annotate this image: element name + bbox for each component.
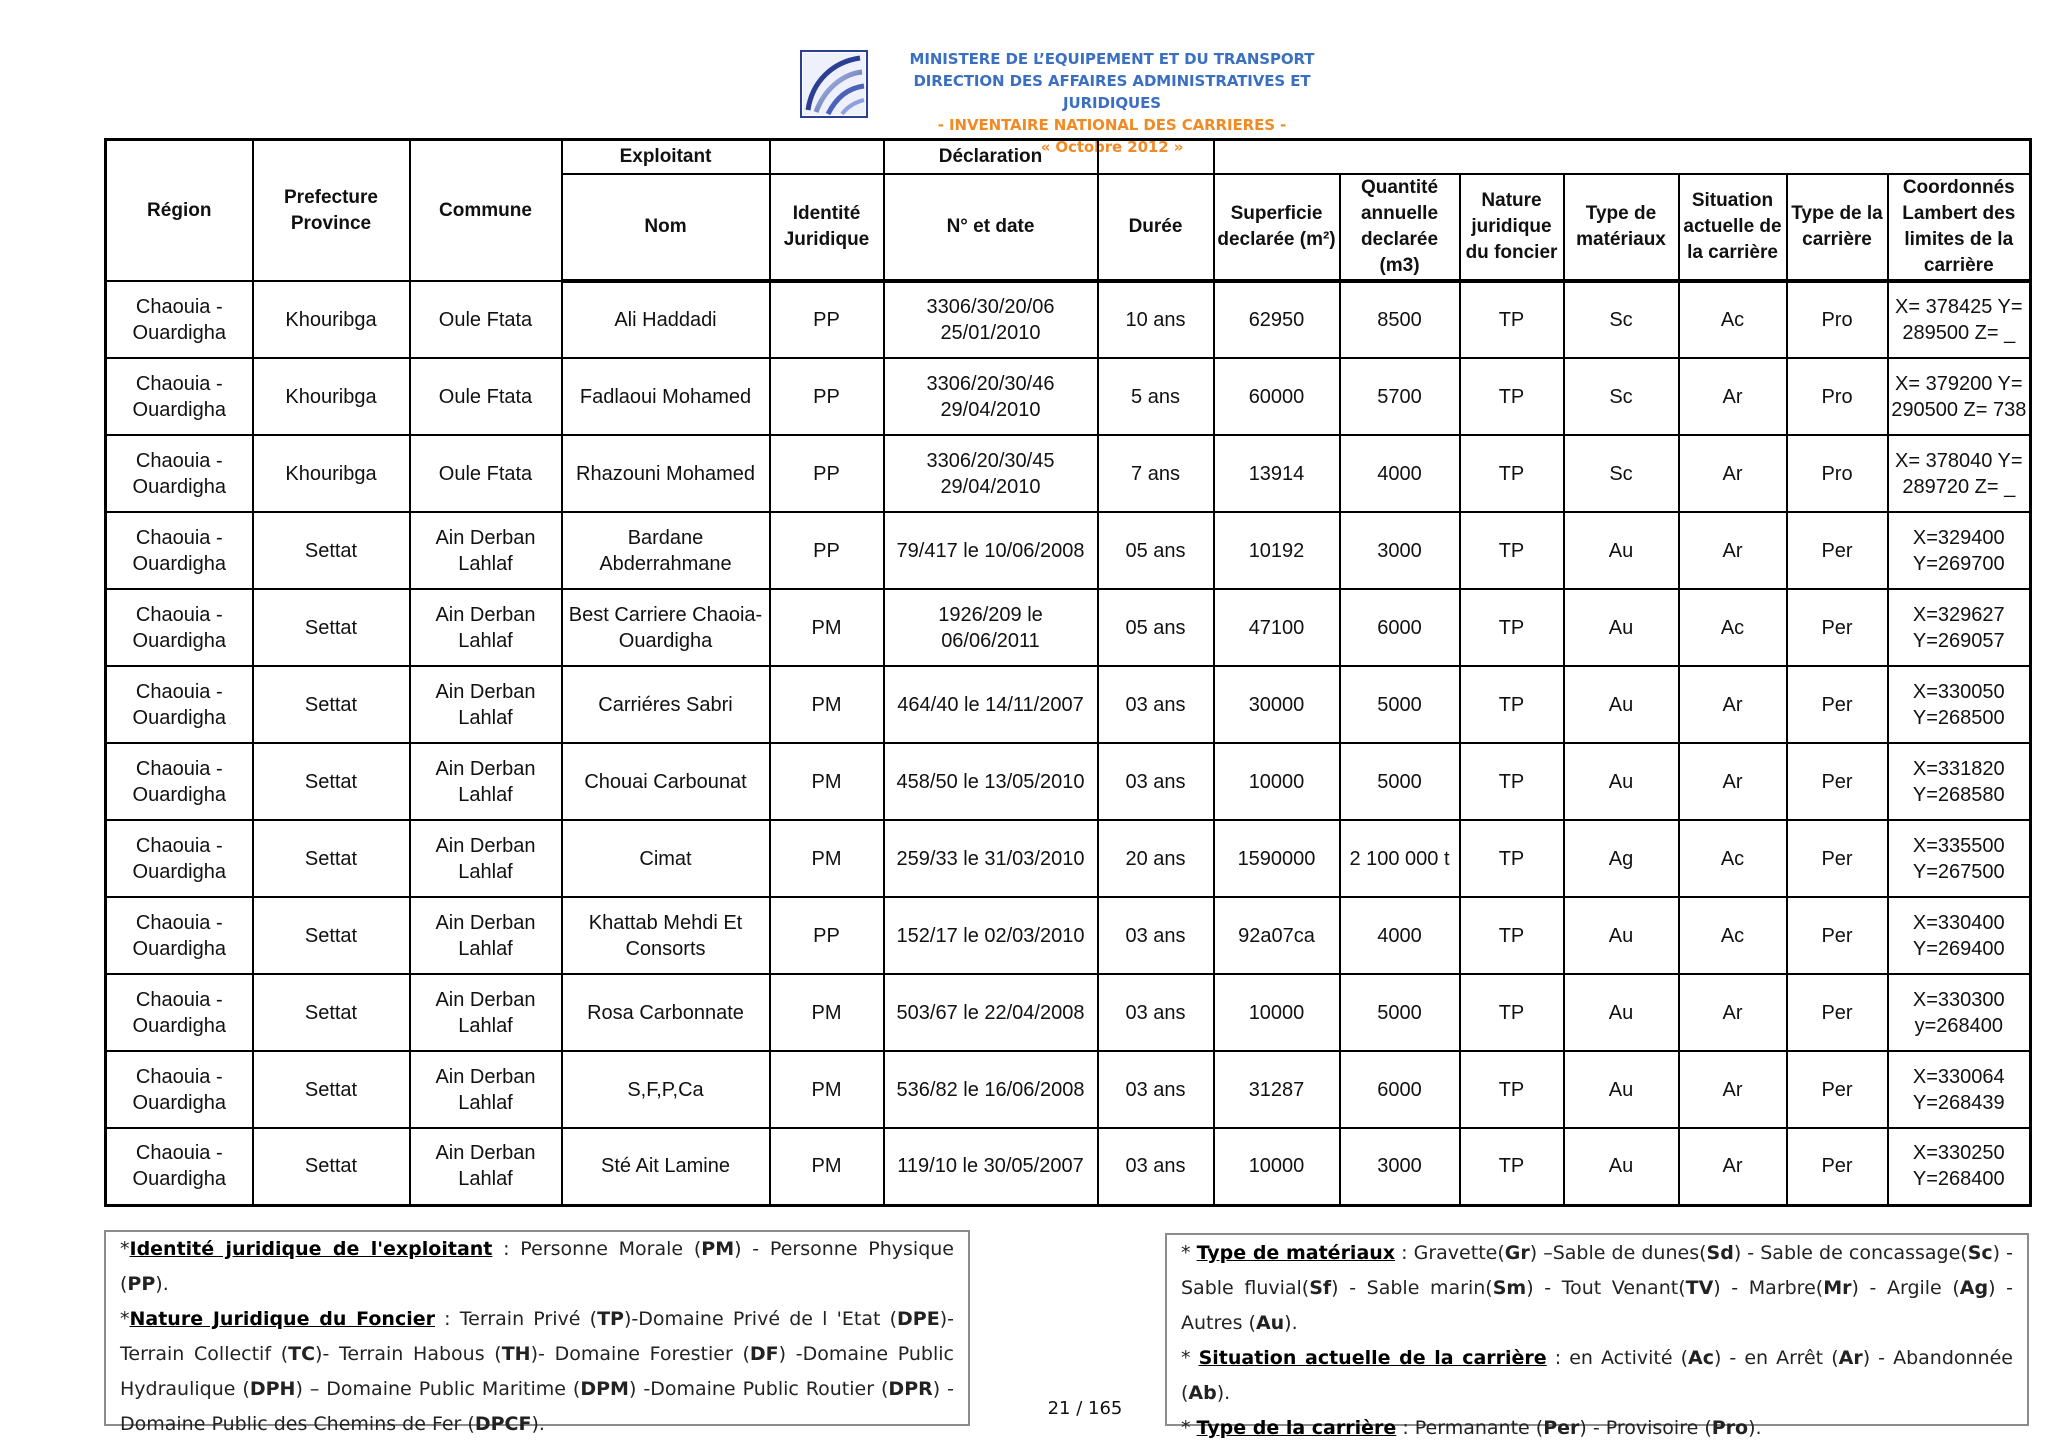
cell-duree: 10 ans <box>1098 281 1214 358</box>
cell-coord: X= 378425 Y= 289500 Z= _ <box>1888 281 2031 358</box>
cell-numero: 259/33 le 31/03/2010 <box>884 820 1098 897</box>
cell-coord: X=329400 Y=269700 <box>1888 512 2031 589</box>
cell-duree: 05 ans <box>1098 589 1214 666</box>
legend-code: TC <box>288 1343 316 1365</box>
cell-type: Per <box>1787 512 1888 589</box>
cell-coord: X= 378040 Y= 289720 Z= _ <box>1888 435 2031 512</box>
cell-quantite: 4000 <box>1340 435 1460 512</box>
legend-code: DPR <box>888 1378 933 1400</box>
table-row <box>106 281 2031 358</box>
legend-code: Sc <box>1967 1242 1993 1264</box>
cell-quantite: 2 100 000 t <box>1340 820 1460 897</box>
cell-duree: 5 ans <box>1098 358 1214 435</box>
date-title: « Octobre 2012 » <box>1040 138 1184 156</box>
cell-nature: TP <box>1460 897 1564 974</box>
cell-materiaux: Au <box>1564 1051 1679 1128</box>
legend-code: Gr <box>1504 1242 1530 1264</box>
col-header-duree: Durée <box>1098 174 1214 281</box>
legend-code: Sf <box>1309 1277 1332 1299</box>
legend-code: DPH <box>249 1378 296 1400</box>
legend-code: Ag <box>1959 1277 1989 1299</box>
cell-materiaux: Au <box>1564 589 1679 666</box>
legend-text: )- Terrain Collectif ( <box>120 1308 954 1365</box>
cell-duree: 7 ans <box>1098 435 1214 512</box>
cell-duree: 03 ans <box>1098 1051 1214 1128</box>
legend-code: Au <box>1255 1312 1285 1334</box>
page-number: 21 / 165 <box>1047 1398 1123 1419</box>
cell-region: Chaouia - Ouardigha <box>106 358 253 435</box>
legend-text: : Gravette( <box>1395 1242 1505 1264</box>
legend-text: : Personne Morale ( <box>492 1238 702 1260</box>
cell-duree: 03 ans <box>1098 743 1214 820</box>
cell-quantite: 3000 <box>1340 1128 1460 1205</box>
cell-numero: 3306/20/30/46 29/04/2010 <box>884 358 1098 435</box>
legend-right-paragraph <box>1181 1236 2013 1341</box>
legend-key: Nature Juridique du Foncier <box>129 1308 435 1330</box>
cell-prefecture: Settat <box>253 666 410 743</box>
legend-text: ) -Domaine Public Hydraulique ( <box>120 1343 954 1400</box>
cell-quantite: 5000 <box>1340 743 1460 820</box>
col-header-superficie: Superficie declarée (m²) <box>1214 174 1340 281</box>
legend-text: * <box>120 1238 130 1260</box>
legend-text: * <box>1181 1242 1197 1264</box>
cell-commune: Oule Ftata <box>410 358 562 435</box>
legend-code: TP <box>597 1308 624 1330</box>
cell-numero: 536/82 le 16/06/2008 <box>884 1051 1098 1128</box>
cell-nature: TP <box>1460 435 1564 512</box>
ministry-logo <box>800 50 868 118</box>
cell-type: Per <box>1787 1128 1888 1205</box>
cell-type: Pro <box>1787 435 1888 512</box>
cell-identite: PP <box>770 435 884 512</box>
cell-quantite: 5000 <box>1340 974 1460 1051</box>
col-header-coord: Coordonnés Lambert des limites de la carrière <box>1888 174 2031 281</box>
cell-type: Pro <box>1787 281 1888 358</box>
table-row <box>106 435 2031 512</box>
direction-title: DIRECTION DES AFFAIRES ADMINISTRATIVES ET JURIDIQUES <box>913 72 1311 112</box>
cell-materiaux: Ag <box>1564 820 1679 897</box>
legend-text: ). <box>1748 1417 1762 1439</box>
cell-identite: PM <box>770 589 884 666</box>
cell-materiaux: Au <box>1564 743 1679 820</box>
cell-quantite: 5000 <box>1340 666 1460 743</box>
legend-code: DPE <box>897 1308 940 1330</box>
legend-code: Pro <box>1711 1417 1749 1439</box>
legend-box-juridique <box>104 1230 970 1435</box>
cell-nature: TP <box>1460 589 1564 666</box>
legend-code: DPM <box>580 1378 629 1400</box>
cell-situation: Ar <box>1679 1128 1787 1205</box>
legend-text: ) - Domaine Public des Chemins de Fer ( <box>120 1378 954 1435</box>
cell-superficie: 1590000 <box>1214 820 1340 897</box>
legend-code: Ar <box>1838 1347 1863 1369</box>
cell-region: Chaouia - Ouardigha <box>106 512 253 589</box>
cell-nature: TP <box>1460 281 1564 358</box>
cell-situation: Ac <box>1679 820 1787 897</box>
cell-superficie: 10192 <box>1214 512 1340 589</box>
legend-text: ) - Autres ( <box>1181 1277 2013 1334</box>
legend-key: Type de la carrière <box>1196 1417 1397 1439</box>
legend-text: )- Terrain Habous ( <box>315 1343 502 1365</box>
cell-coord: X=330250 Y=268400 <box>1888 1128 2031 1205</box>
cell-materiaux: Au <box>1564 974 1679 1051</box>
cell-type: Per <box>1787 1051 1888 1128</box>
legend-text: ). <box>1216 1382 1231 1404</box>
cell-numero: 1926/209 le 06/06/2011 <box>884 589 1098 666</box>
cell-region: Chaouia - Ouardigha <box>106 1051 253 1128</box>
cell-duree: 03 ans <box>1098 666 1214 743</box>
col-header-nom: Nom <box>562 174 770 281</box>
cell-quantite: 6000 <box>1340 589 1460 666</box>
col-header-nature: Nature juridique du foncier <box>1460 174 1564 281</box>
cell-superficie: 47100 <box>1214 589 1340 666</box>
cell-prefecture: Settat <box>253 897 410 974</box>
cell-commune: Ain Derban Lahlaf <box>410 589 562 666</box>
cell-region: Chaouia - Ouardigha <box>106 1128 253 1205</box>
cell-nature: TP <box>1460 1051 1564 1128</box>
cell-situation: Ar <box>1679 974 1787 1051</box>
cell-type: Per <box>1787 897 1888 974</box>
cell-region: Chaouia - Ouardigha <box>106 589 253 666</box>
cell-prefecture: Khouribga <box>253 358 410 435</box>
legend-right-paragraph <box>1181 1341 2013 1411</box>
cell-coord: X=330400 Y=269400 <box>1888 897 2031 974</box>
cell-numero: 458/50 le 13/05/2010 <box>884 743 1098 820</box>
col-header-quantite: Quantité annuelle declarée (m3) <box>1340 174 1460 281</box>
cell-situation: Ar <box>1679 358 1787 435</box>
cell-prefecture: Settat <box>253 974 410 1051</box>
legend-text: ) - Sable marin( <box>1331 1277 1493 1299</box>
legend-code: Sm <box>1492 1277 1527 1299</box>
cell-commune: Oule Ftata <box>410 281 562 358</box>
cell-superficie: 10000 <box>1214 743 1340 820</box>
group-header-blank <box>1098 140 1214 175</box>
cell-nom: Fadlaoui Mohamed <box>562 358 770 435</box>
legend-key: Type de matériaux <box>1196 1242 1396 1264</box>
table-row <box>106 743 2031 820</box>
table-row <box>106 358 2031 435</box>
legend-text: ) - Personne Physique ( <box>120 1238 954 1295</box>
cell-nature: TP <box>1460 358 1564 435</box>
cell-identite: PP <box>770 897 884 974</box>
cell-nom: Best Carriere Chaoia-Ouardigha <box>562 589 770 666</box>
legend-code: TV <box>1685 1277 1714 1299</box>
legend-left-paragraph <box>120 1232 954 1302</box>
cell-situation: Ac <box>1679 589 1787 666</box>
col-header-type: Type de la carrière <box>1787 174 1888 281</box>
legend-code: Per <box>1543 1417 1580 1439</box>
cell-region: Chaouia - Ouardigha <box>106 666 253 743</box>
legend-code: Sd <box>1706 1242 1734 1264</box>
cell-duree: 03 ans <box>1098 1128 1214 1205</box>
cell-nature: TP <box>1460 743 1564 820</box>
cell-type: Per <box>1787 589 1888 666</box>
col-header-situation: Situation actuelle de la carrière <box>1679 174 1787 281</box>
table-group-header-row <box>106 140 2031 175</box>
legend-text: : en Activité ( <box>1546 1347 1688 1369</box>
cell-nom: S,F,P,Ca <box>562 1051 770 1128</box>
cell-quantite: 8500 <box>1340 281 1460 358</box>
cell-region: Chaouia - Ouardigha <box>106 281 253 358</box>
legend-text: ) - Sable fluvial( <box>1181 1242 2014 1299</box>
cell-commune: Ain Derban Lahlaf <box>410 512 562 589</box>
table-row <box>106 897 2031 974</box>
cell-type: Per <box>1787 974 1888 1051</box>
table-row <box>106 1128 2031 1205</box>
cell-superficie: 60000 <box>1214 358 1340 435</box>
cell-region: Chaouia - Ouardigha <box>106 974 253 1051</box>
cell-situation: Ar <box>1679 435 1787 512</box>
cell-region: Chaouia - Ouardigha <box>106 435 253 512</box>
cell-materiaux: Sc <box>1564 358 1679 435</box>
cell-superficie: 10000 <box>1214 1128 1340 1205</box>
legend-right-paragraph <box>1181 1411 2013 1446</box>
cell-nom: Ali Haddadi <box>562 281 770 358</box>
cell-nature: TP <box>1460 512 1564 589</box>
cell-nom: Sté Ait Lamine <box>562 1128 770 1205</box>
cell-commune: Oule Ftata <box>410 435 562 512</box>
legend-code: PP <box>127 1273 156 1295</box>
cell-superficie: 62950 <box>1214 281 1340 358</box>
cell-situation: Ar <box>1679 512 1787 589</box>
legend-box-materiaux <box>1165 1233 2029 1439</box>
legend-text: * <box>120 1308 130 1330</box>
legend-text: ) - Tout Venant( <box>1526 1277 1686 1299</box>
cell-identite: PM <box>770 666 884 743</box>
cell-duree: 20 ans <box>1098 820 1214 897</box>
legend-text: )- Domaine Forestier ( <box>530 1343 750 1365</box>
cell-situation: Ar <box>1679 666 1787 743</box>
legend-text: ) - Marbre( <box>1713 1277 1824 1299</box>
legend-text: ) - Argile ( <box>1851 1277 1960 1299</box>
cell-identite: PP <box>770 358 884 435</box>
cell-identite: PP <box>770 512 884 589</box>
cell-numero: 79/417 le 10/06/2008 <box>884 512 1098 589</box>
table-row <box>106 820 2031 897</box>
cell-identite: PM <box>770 1128 884 1205</box>
cell-materiaux: Sc <box>1564 435 1679 512</box>
cell-prefecture: Khouribga <box>253 281 410 358</box>
table-row <box>106 974 2031 1051</box>
legend-left-paragraph <box>120 1302 954 1442</box>
table-row <box>106 666 2031 743</box>
cell-duree: 05 ans <box>1098 512 1214 589</box>
cell-duree: 03 ans <box>1098 897 1214 974</box>
cell-region: Chaouia - Ouardigha <box>106 897 253 974</box>
legend-text: : Terrain Privé ( <box>434 1308 598 1330</box>
legend-text: ) - Abandonnée ( <box>1181 1347 2013 1404</box>
legend-text: )-Domaine Privé de l 'Etat ( <box>623 1308 898 1330</box>
col-header-commune: Commune <box>410 140 562 282</box>
cell-region: Chaouia - Ouardigha <box>106 820 253 897</box>
col-header-identite: Identité Juridique <box>770 174 884 281</box>
cell-materiaux: Au <box>1564 666 1679 743</box>
cell-superficie: 10000 <box>1214 974 1340 1051</box>
document-header <box>800 48 1360 156</box>
cell-nom: Khattab Mehdi Et Consorts <box>562 897 770 974</box>
cell-superficie: 13914 <box>1214 435 1340 512</box>
cell-commune: Ain Derban Lahlaf <box>410 743 562 820</box>
legend-key: Identité juridique de l'exploitant <box>129 1238 493 1260</box>
cell-type: Per <box>1787 820 1888 897</box>
cell-numero: 3306/30/20/06 25/01/2010 <box>884 281 1098 358</box>
cell-type: Pro <box>1787 358 1888 435</box>
cell-quantite: 3000 <box>1340 512 1460 589</box>
table-body <box>106 281 2031 1205</box>
group-header-declaration: Déclaration <box>884 140 1098 175</box>
cell-numero: 152/17 le 02/03/2010 <box>884 897 1098 974</box>
cell-nom: Bardane Abderrahmane <box>562 512 770 589</box>
cell-coord: X=329627 Y=269057 <box>1888 589 2031 666</box>
cell-superficie: 92a07ca <box>1214 897 1340 974</box>
cell-prefecture: Settat <box>253 743 410 820</box>
cell-region: Chaouia - Ouardigha <box>106 743 253 820</box>
cell-prefecture: Khouribga <box>253 435 410 512</box>
legend-code: Mr <box>1823 1277 1852 1299</box>
table-row <box>106 1051 2031 1128</box>
cell-identite: PM <box>770 743 884 820</box>
cell-coord: X=335500 Y=267500 <box>1888 820 2031 897</box>
legend-text: ) –Sable de dunes( <box>1529 1242 1707 1264</box>
cell-numero: 503/67 le 22/04/2008 <box>884 974 1098 1051</box>
legend-text: ) – Domaine Public Maritime ( <box>295 1378 581 1400</box>
group-header-blank <box>770 140 884 175</box>
col-header-materiaux: Type de matériaux <box>1564 174 1679 281</box>
cell-nom: Chouai Carbounat <box>562 743 770 820</box>
legend-code: TH <box>501 1343 531 1365</box>
cell-numero: 464/40 le 14/11/2007 <box>884 666 1098 743</box>
legend-text: * <box>1181 1347 1199 1369</box>
cell-type: Per <box>1787 743 1888 820</box>
cell-quantite: 6000 <box>1340 1051 1460 1128</box>
cell-situation: Ac <box>1679 281 1787 358</box>
cell-nom: Rhazouni Mohamed <box>562 435 770 512</box>
cell-coord: X=330300 y=268400 <box>1888 974 2031 1051</box>
cell-prefecture: Settat <box>253 589 410 666</box>
cell-quantite: 4000 <box>1340 897 1460 974</box>
legend-text: : Permanante ( <box>1396 1417 1544 1439</box>
col-header-region: Région <box>106 140 253 282</box>
cell-coord: X=330050 Y=268500 <box>1888 666 2031 743</box>
cell-identite: PM <box>770 974 884 1051</box>
table-row <box>106 589 2031 666</box>
col-header-prefecture: Prefecture Province <box>253 140 410 282</box>
col-header-numero: N° et date <box>884 174 1098 281</box>
cell-superficie: 31287 <box>1214 1051 1340 1128</box>
cell-type: Per <box>1787 666 1888 743</box>
cell-coord: X=330064 Y=268439 <box>1888 1051 2031 1128</box>
cell-materiaux: Sc <box>1564 281 1679 358</box>
legend-code: DF <box>749 1343 779 1365</box>
cell-nom: Rosa Carbonnate <box>562 974 770 1051</box>
legend-text: ). <box>155 1273 169 1295</box>
cell-prefecture: Settat <box>253 1051 410 1128</box>
cell-prefecture: Settat <box>253 512 410 589</box>
group-header-blank-wide <box>1214 140 2031 175</box>
inventory-title: - INVENTAIRE NATIONAL DES CARRIERES - <box>937 116 1287 134</box>
cell-commune: Ain Derban Lahlaf <box>410 974 562 1051</box>
ministry-logo-icon <box>802 52 866 116</box>
cell-quantite: 5700 <box>1340 358 1460 435</box>
cell-commune: Ain Derban Lahlaf <box>410 666 562 743</box>
cell-materiaux: Au <box>1564 512 1679 589</box>
cell-identite: PP <box>770 281 884 358</box>
cell-nature: TP <box>1460 820 1564 897</box>
cell-nom: Cimat <box>562 820 770 897</box>
cell-superficie: 30000 <box>1214 666 1340 743</box>
cell-prefecture: Settat <box>253 820 410 897</box>
legend-code: Ac <box>1687 1347 1714 1369</box>
legend-code: DPCF <box>474 1413 532 1435</box>
legend-text: ). <box>1284 1312 1298 1334</box>
cell-commune: Ain Derban Lahlaf <box>410 820 562 897</box>
legend-text: ). <box>531 1413 545 1435</box>
cell-situation: Ar <box>1679 1051 1787 1128</box>
ministry-title: MINISTERE DE L’EQUIPEMENT ET DU TRANSPORT <box>909 50 1315 68</box>
cell-nature: TP <box>1460 974 1564 1051</box>
legend-text: ) - en Arrêt ( <box>1713 1347 1839 1369</box>
cell-nature: TP <box>1460 666 1564 743</box>
cell-numero: 119/10 le 30/05/2007 <box>884 1128 1098 1205</box>
legend-code: Ab <box>1188 1382 1217 1404</box>
cell-numero: 3306/20/30/45 29/04/2010 <box>884 435 1098 512</box>
legend-text: * <box>1181 1417 1197 1439</box>
group-header-exploitant: Exploitant <box>562 140 770 175</box>
legend-text: ) - Provisoire ( <box>1579 1417 1712 1439</box>
cell-situation: Ac <box>1679 897 1787 974</box>
cell-commune: Ain Derban Lahlaf <box>410 897 562 974</box>
table-row <box>106 512 2031 589</box>
cell-situation: Ar <box>1679 743 1787 820</box>
cell-nature: TP <box>1460 1128 1564 1205</box>
cell-commune: Ain Derban Lahlaf <box>410 1128 562 1205</box>
cell-prefecture: Settat <box>253 1128 410 1205</box>
cell-identite: PM <box>770 1051 884 1128</box>
cell-identite: PM <box>770 820 884 897</box>
cell-duree: 03 ans <box>1098 974 1214 1051</box>
cell-nom: Carriéres Sabri <box>562 666 770 743</box>
legend-text: ) -Domaine Public Routier ( <box>628 1378 889 1400</box>
cell-materiaux: Au <box>1564 897 1679 974</box>
quarries-table <box>104 138 2032 1207</box>
legend-code: PM <box>701 1238 735 1260</box>
cell-materiaux: Au <box>1564 1128 1679 1205</box>
cell-commune: Ain Derban Lahlaf <box>410 1051 562 1128</box>
legend-text: ) - Sable de concassage( <box>1733 1242 1968 1264</box>
cell-coord: X= 379200 Y= 290500 Z= 738 <box>1888 358 2031 435</box>
legend-key: Situation actuelle de la carrière <box>1198 1347 1547 1369</box>
cell-coord: X=331820 Y=268580 <box>1888 743 2031 820</box>
